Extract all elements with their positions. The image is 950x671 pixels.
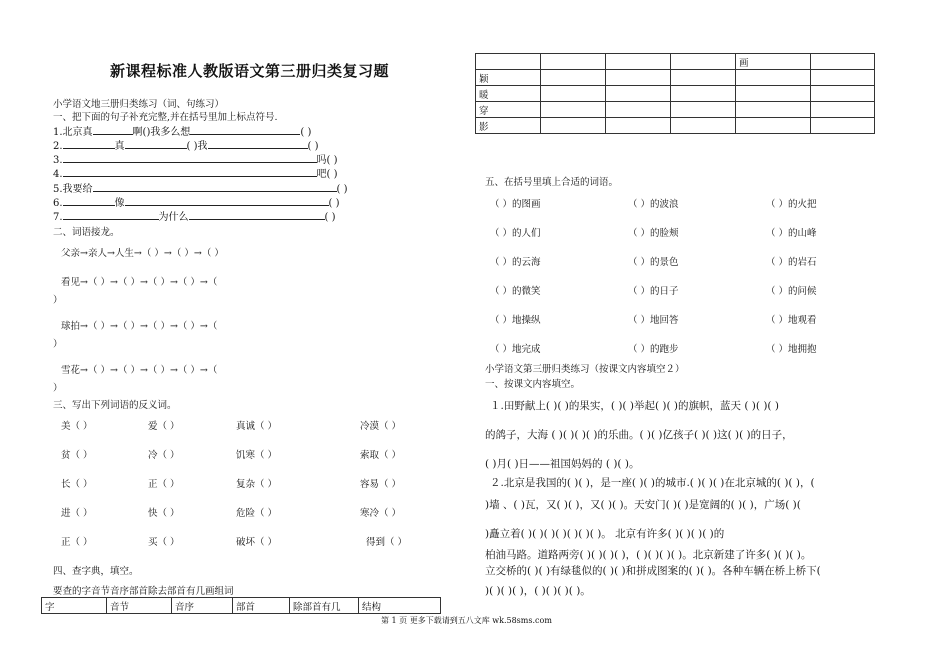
paragraph-1-line: ( )月( )日——祖国妈妈的 ( )( )。 — [485, 458, 640, 470]
fill-item: （ ）的日子 — [628, 286, 679, 297]
antonym-cell: 买（ ） — [148, 537, 180, 548]
fill-item: （ ）的山峰 — [766, 228, 817, 239]
paragraph-2-line: )墙 、( )瓦，又( )( )，又( )( )。天安门( )( )是宽阔的( )( )，广场( )( — [485, 499, 801, 511]
fill-item: （ ）的跑步 — [628, 344, 679, 355]
antonym-cell: 长（ ） — [61, 479, 93, 490]
paragraph-1-line: １.田野献上( )( )的果实，( )( )举起( )( )的旗帜，蓝天 ( )( )( ) — [490, 400, 779, 412]
sentence-line-7: 7. 为什么 ( ) — [53, 212, 336, 223]
table-header: 音节 — [107, 598, 172, 614]
fill-item: （ ）的云海 — [490, 257, 541, 268]
fill-item: （ ）的人们 — [490, 228, 541, 239]
dictionary-note: 要查的字音节音序部首除去部首有几画组词 — [53, 586, 234, 597]
antonym-cell: 美（ ） — [61, 421, 93, 432]
sentence-line-6: 6. 像 ( ) — [53, 198, 340, 209]
table-header: 除部首有几 — [290, 598, 359, 614]
right-subtitle: 小学语文第三册归类练习（按课文内容填空２） — [485, 364, 685, 375]
antonym-cell: 容易（ ） — [360, 479, 402, 490]
antonym-cell: 复杂（ ） — [236, 479, 278, 490]
antonym-cell: 冷（ ） — [148, 450, 180, 461]
sentence-line-5: 5.我要给 ( ) — [53, 184, 348, 195]
sentence-line-4: 4. 吧( ) — [53, 169, 338, 180]
chain-row-3: 球拍→（ ）→（ ）→（ ）→（ ）→（ — [61, 321, 218, 332]
antonym-cell: 正（ ） — [148, 479, 180, 490]
section4-heading: 四、查字典，填空。 — [53, 566, 139, 577]
antonym-cell: 贫（ ） — [61, 450, 93, 461]
antonym-cell: 破坏（ ） — [236, 537, 278, 548]
antonym-cell: 快（ ） — [148, 508, 180, 519]
paragraph-2-line: 立交桥的( )( )有绿毯似的( )( )和拼成图案的( )( )。各种车辆在桥上桥下( — [485, 565, 821, 577]
fill-item: （ ）的火把 — [766, 199, 817, 210]
chain-row-2: 看见→（ ）→（ ）→（ ）→（ ）→（ — [61, 277, 218, 288]
paragraph-1-line: 的鸽子，大海 ( )( )( )( )的乐曲。( )( )亿孩子( )( )这( )( )的日子， — [485, 429, 793, 441]
antonym-cell: 冷漠（ ） — [360, 421, 402, 432]
fill-item: （ ）的岩石 — [766, 257, 817, 268]
table-cell: 暖 — [476, 86, 541, 102]
table-header: 字 — [42, 598, 107, 614]
section2-heading: 二、词语接龙。 — [53, 227, 120, 238]
table-header: 音序 — [172, 598, 233, 614]
sentence-line-2: 2. 真 ( )我 ( ) — [53, 141, 319, 152]
antonym-cell: 正（ ） — [61, 537, 93, 548]
fill-item: （ ）地回答 — [628, 315, 679, 326]
antonym-cell: 进（ ） — [61, 508, 93, 519]
antonym-cell: 寒冷（ ） — [360, 508, 402, 519]
chain-row-4-end: ） — [53, 383, 63, 394]
page-footer: 第 1 页 更多下载请到五八文库 wk.58sms.com — [381, 616, 552, 625]
fill-item: （ ）的景色 — [628, 257, 679, 268]
fill-item: （ ）地观看 — [766, 315, 817, 326]
paragraph-2-line: )( )( )( )，( )( )( )( )。 — [485, 585, 591, 597]
fill-item: （ ）地完成 — [490, 344, 541, 355]
fill-item: （ ）的图画 — [490, 199, 541, 210]
table-header: 结构 — [359, 598, 441, 614]
table-header: 部首 — [233, 598, 290, 614]
chain-row-4: 雪花→（ ）→（ ）→（ ）→（ ）→（ — [61, 365, 218, 376]
fill-item: （ ）的波浪 — [628, 199, 679, 210]
fill-item: （ ）地拥抱 — [766, 344, 817, 355]
fill-item: （ ）地操纵 — [490, 315, 541, 326]
table-cell: 影 — [476, 118, 541, 134]
fill-item: （ ）的微笑 — [490, 286, 541, 297]
antonym-cell: 爱（ ） — [148, 421, 180, 432]
table-cell: 颖 — [476, 70, 541, 86]
left-subtitle: 小学语文地三册归类练习（词、句练习） — [53, 99, 225, 110]
antonym-cell: 危险（ ） — [236, 508, 278, 519]
section6-heading: 一、按课文内容填空。 — [485, 379, 581, 390]
antonym-cell: 真诚（ ） — [236, 421, 278, 432]
dictionary-table-continued — [475, 53, 875, 134]
section1-heading: 一、把下面的句子补充完整,并在括号里加上标点符号. — [53, 112, 278, 123]
fill-item: （ ）的问候 — [766, 286, 817, 297]
table-cell: 穿 — [476, 102, 541, 118]
paragraph-2-line: )矗立着( )( )( )( )( )( )( )。 北京有许多( )( )( )( )的 — [485, 528, 725, 540]
paragraph-2-line: ２.北京是我国的( )( )，是一座( )( )的城市.( )( )( )在北京城的( )( )，( — [490, 477, 815, 489]
antonym-cell: 索取（ ） — [360, 450, 402, 461]
chain-row-3-end: ） — [53, 339, 63, 350]
antonym-cell: 得到（ ） — [366, 537, 408, 548]
table-cell: 画 — [736, 54, 811, 70]
fill-item: （ ）的脸颊 — [628, 228, 679, 239]
sentence-line-1: 1.北京真 啊()我多么想 ( ) — [53, 127, 312, 138]
section5-heading: 五、在括号里填上合适的词语。 — [485, 177, 619, 188]
chain-row-2-end: ） — [53, 295, 63, 306]
paragraph-2-line: 柏油马路。道路两旁( )( )( )( )，( )( )( )( )。北京新建了许多( )( )( )。 — [485, 549, 812, 561]
chain-row-1: 父亲→亲人→人生→（ ）→（ ）→（ ） — [61, 248, 224, 259]
antonym-cell: 饥寒（ ） — [236, 450, 278, 461]
dictionary-table — [41, 597, 441, 614]
section3-heading: 三、写出下列词语的反义词。 — [53, 400, 177, 411]
page-title: 新课程标准人教版语文第三册归类复习题 — [110, 62, 390, 80]
sentence-line-3: 3. 吗( ) — [53, 155, 338, 166]
